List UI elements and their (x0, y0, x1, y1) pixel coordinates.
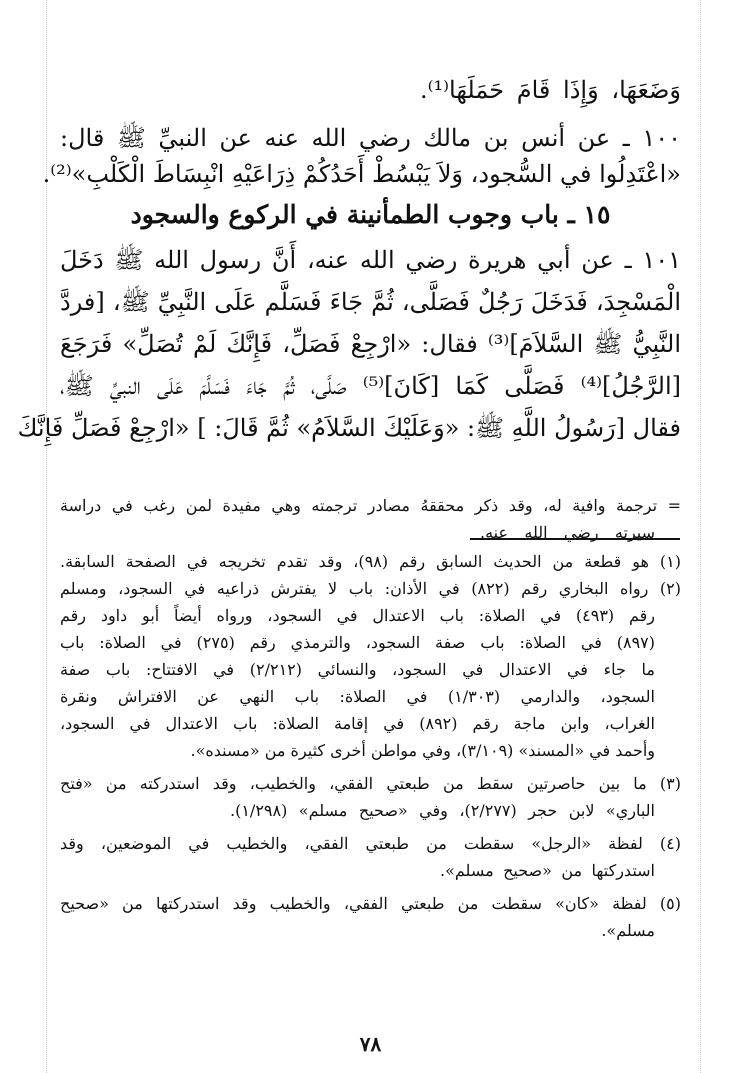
footnote-5: (٥) لفظة «كان» سقطت من طبعتي الفقي، والخطيب وقد استدركتها من «صحيح (60, 894, 681, 913)
footnote-line: استدركتها من «صحيح مسلم». (440, 861, 655, 880)
margin-guide-right (700, 0, 701, 1073)
footnote-line: (٨٩٧) في الصلاة: باب صفة السجود، والترمذي رقم (٢٧٥) في الصلاة: باب (60, 633, 656, 652)
hadith-101-line-3: النَّبِيُّ ﷺ السَّلاَمَ]⁽³⁾ فقال: «ارْجِعْ فَصَلِّ، فَإِنَّكَ لَمْ تُصَلِّ» فَرَجَعَ (60, 330, 682, 358)
footnote-line: رقم (٤٩٣) في الصلاة: باب الاعتدال في السجود، ورواه أيضاً أبو داود رقم (60, 606, 655, 625)
text-line-1: وَضَعَهَا، وَإِذَا قَامَ حَمَلَهَا⁽¹⁾. (420, 76, 681, 104)
footnote-line: = ترجمة وافية له، وقد ذكر محققهُ مصادر ترجمته وهي مفيدة لمن رغب في دراسة (60, 496, 682, 515)
footnote-line: السجود، والدارمي (١/٣٠٣) في الصلاة: باب النهي عن الافتراش ونقرة (60, 687, 656, 706)
book-page (17, 60, 682, 1060)
footnote-line: الغراب، وابن ماجة رقم (٨٩٢) في إقامة الصلاة: باب الاعتدال في السجود، (60, 714, 655, 733)
page-number: ٧٨ (359, 1032, 382, 1056)
footnote-line: وأحمد في «المسند» (٣/١٠٩)، وفي مواطن أخرى كثيرة من «مسنده». (190, 741, 655, 760)
hadith-101-line-1: ١٠١ ـ عن أبي هريرة رضي الله عنه، أَنَّ رسول الله ﷺ دَخَلَ (60, 246, 681, 274)
footnote-line: الباري» لابن حجر (٢/٢٧٧)، وفي «صحيح مسلم» (١/٢٩٨). (230, 801, 655, 820)
footnote-line: ما جاء في الاعتدال في السجود، والنسائي (٢/٢١٢) في الافتتاح: باب صفة (60, 660, 656, 679)
footnote-line: سيرته رضي الله عنه. (480, 523, 655, 542)
hadith-101-line-4: [الرَّجُلُ]⁽⁴⁾ فَصَلَّى كَمَا [كَانَ]⁽⁵⁾ صَلَّى، ثُمَّ جَاءَ فَسَلَّمَ عَلَى النبيِّ ﷺ، (60, 372, 681, 400)
hadith-101-line-2: الْمَسْجِدَ، فَدَخَلَ رَجُلٌ فَصَلَّى، ثُمَّ جَاءَ فَسَلَّم عَلَى النَّبِيِّ ﷺ، [فردَّ (60, 288, 681, 316)
footnote-1: (١) هو قطعة من الحديث السابق رقم (٩٨)، وقد تقدم تخريجه في الصفحة السابقة. (60, 552, 682, 571)
hadith-101-line-5: فقال [رَسُولُ اللَّهِ ﷺ: «وَعَلَيْكَ السَّلاَمُ» ثُمَّ قَالَ: ] «ارْجِعْ فَصَلِّ فَإِنَّكَ (17, 414, 681, 442)
chapter-heading: ١٥ ـ باب وجوب الطمأنينة في الركوع والسجود (130, 200, 611, 229)
footnote-4: (٤) لفظة «الرجل» سقطت من طبعتي الفقي، والخطيب في الموضعين، وقد (60, 834, 681, 853)
footnote-line: مسلم». (601, 921, 655, 940)
hadith-100-line-2: «اعْتَدِلُوا في السُّجود، وَلاَ يَبْسُطْ أَحَدُكُمْ ذِرَاعَيْهِ انْبِسَاطَ الْكَلْبِ»⁽²⁾. (42, 160, 681, 188)
hadith-100-line-1: ١٠٠ ـ عن أنس بن مالك رضي الله عنه عن النبيِّ ﷺ قال: (60, 124, 681, 152)
footnote-2: (٢) رواه البخاري رقم (٨٢٢) في الأذان: باب لا يفترش ذراعيه في السجود، ومسلم (60, 579, 682, 598)
footnote-3: (٣) ما بين حاصرتين سقط من طبعتي الفقي، والخطيب، وقد استدركته من «فتح (60, 774, 681, 793)
